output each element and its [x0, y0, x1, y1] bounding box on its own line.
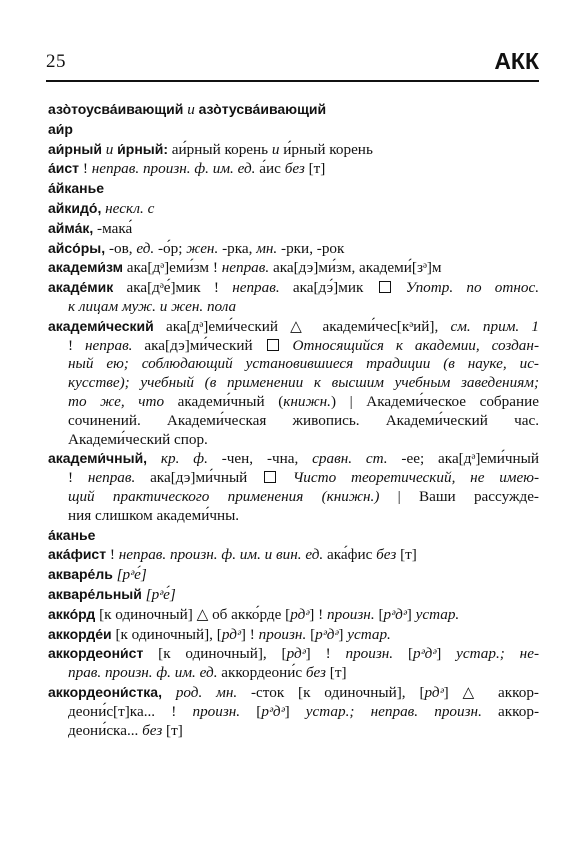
entry-text: [ [240, 702, 262, 720]
italic-note: рᵊдᵊ [315, 625, 339, 643]
entry-text: ака[дэ]ми́чный [135, 469, 263, 487]
entry-text: аккордеони́с [217, 664, 306, 682]
entry-text: [т] [162, 721, 183, 739]
page-number: 25 [46, 51, 66, 72]
entry-text: ) | Академи́ческое собрание [330, 392, 539, 410]
entry-line [48, 159, 539, 179]
italic-note: произн. [258, 625, 307, 643]
entry-text: аи́рный корень [168, 140, 272, 158]
italic-note: [рᵊе́] [141, 585, 176, 603]
entry-text: [ [393, 645, 414, 663]
entry-text: ] [284, 702, 306, 720]
italic-note: Относящийся к академии, создан- [280, 336, 539, 354]
italic-note: и [183, 101, 199, 118]
entry-text: Академи́ческий спор. [68, 430, 208, 448]
entry-line [48, 722, 539, 741]
entry-text: -рки, -рок [277, 239, 345, 257]
entry-text: и́рный корень [279, 140, 373, 158]
entry-line [48, 565, 539, 585]
entry-text: [ [306, 625, 316, 643]
italic-note: см. прим. 1 [450, 317, 539, 335]
entry-line [48, 545, 539, 565]
dictionary-entry [48, 317, 539, 450]
headword: азо̀тусва́ивающий [198, 101, 327, 117]
entry-text: ! [79, 160, 92, 178]
dictionary-entry [48, 278, 539, 317]
italic-note: рдᵊ [424, 683, 444, 701]
entry-line [48, 298, 539, 317]
italic-note: неправ. [232, 279, 280, 297]
entry-text: -рка, [218, 239, 257, 257]
italic-note: устар.; неправ. произн. [305, 702, 482, 720]
headword: а́йканье [48, 180, 105, 197]
entry-line [48, 605, 539, 625]
headword: айкидо́, [48, 199, 102, 216]
entry-text: [т] [304, 160, 326, 178]
entry-text: ] [436, 645, 457, 663]
entry-line [48, 488, 539, 507]
italic-note: мн. [256, 239, 278, 257]
usage-note-box-icon [379, 281, 391, 293]
headword: аи́р [48, 120, 73, 137]
entry-line [48, 703, 539, 722]
italic-note: кусстве); учебный (в применении к высшим учебным заведениям; [68, 374, 539, 392]
entry-line [48, 258, 539, 278]
entry-text: ] ! [309, 605, 327, 623]
entry-line [48, 100, 539, 120]
dictionary-entry [48, 644, 539, 683]
italic-note: Употр. по относ. [392, 279, 539, 297]
entry-text: -чен, -чна, [207, 450, 313, 468]
entry-text: ака[дэ]ми́ческий [132, 336, 265, 354]
entry-text: [к одиночный], [ [111, 625, 222, 643]
italic-note: без [305, 664, 326, 682]
entry-text: сочинений. Академи́ческая живопись. Академи́ческий час. [68, 411, 539, 429]
entry-line [48, 374, 539, 393]
headword: аи́рный [48, 140, 102, 157]
entry-line [48, 683, 539, 703]
italic-note: род. мн. [161, 683, 238, 701]
italic-note: книжн. [283, 392, 331, 410]
dictionary-entry [48, 140, 539, 160]
italic-note: неправ. произн. ф. им. ед. [91, 160, 256, 178]
italic-note: ед. [136, 239, 155, 257]
italic-note: щий практического применения (книжн.) [68, 487, 380, 505]
italic-note: [рᵊе́] [112, 566, 147, 584]
headword: а́канье [48, 526, 96, 543]
entry-text: | Ваши рассужде- [379, 487, 539, 505]
entry-text: деони́ска... [68, 721, 143, 739]
italic-note: неправ. [85, 336, 133, 354]
entry-line [48, 412, 539, 431]
dictionary-entries [48, 100, 539, 740]
entry-text: -сток [к одиночный], [ [237, 683, 425, 701]
italic-note: рдᵊ [221, 625, 241, 643]
entry-text: -ее; ака[дᵊ]еми́чный [387, 450, 539, 468]
entry-line [48, 317, 539, 337]
headword: айма́к, [48, 219, 94, 236]
entry-text: -ов, [105, 239, 137, 257]
entry-text: аккор- [481, 702, 540, 720]
italic-note: без [376, 546, 397, 564]
dictionary-entry [48, 219, 539, 239]
headword: а́ист [48, 160, 80, 177]
entry-text: ] [338, 625, 348, 643]
entry-text: ака[дᵊ]еми́зм ! [123, 259, 222, 277]
dictionary-entry [48, 565, 539, 585]
dictionary-entry [48, 545, 539, 565]
entry-line [48, 585, 539, 605]
italic-note: неправ. [221, 259, 270, 277]
italic-note: Чисто теоретический, не имею- [278, 469, 540, 487]
entry-text: академи́чный ( [164, 392, 284, 410]
dictionary-entry [48, 100, 539, 120]
italic-note: рᵊдᵊ [261, 702, 285, 720]
dictionary-entry [48, 526, 539, 546]
entry-text: ака[дᵊе́]мик ! [113, 279, 233, 297]
entry-line [48, 469, 539, 488]
headword: аккордеони́стка, [48, 683, 162, 700]
italic-note: устар. [347, 625, 391, 643]
italic-note: жен. [186, 239, 219, 257]
headword: акваре́ль [48, 566, 113, 583]
italic-note: без [284, 160, 305, 178]
entry-text: ! [68, 469, 88, 487]
entry-text: -о́р; [154, 239, 187, 257]
italic-note: неправ. [87, 469, 136, 487]
italic-note: рᵊдᵊ [383, 605, 407, 623]
italic-note: устар. [415, 605, 460, 623]
dictionary-entry [48, 625, 539, 645]
italic-note: рдᵊ [286, 645, 306, 663]
headword: аккорде́и [48, 625, 112, 642]
entry-line [48, 278, 539, 298]
entry-text: -мака́ [93, 219, 133, 237]
dictionary-entry [48, 199, 539, 219]
entry-text: ] ! [240, 625, 259, 643]
dictionary-entry [48, 258, 539, 278]
entry-line [48, 526, 539, 546]
entry-line [48, 337, 539, 356]
entry-text: ака[дᵊ]еми́ческий △ академи́чес[кᵊий], [153, 317, 451, 335]
headword: и́рный: [117, 140, 168, 157]
entry-line [48, 355, 539, 374]
guide-word: АКК [494, 48, 539, 74]
headword: азо̀тоусва́ивающий [48, 101, 184, 117]
headword: аккордеони́ст [48, 645, 144, 662]
italic-note: кр. ф. [147, 450, 208, 468]
headword: акваре́льный [48, 585, 142, 602]
italic-note: нескл. с [101, 199, 155, 217]
entry-text: ния слишком академи́чны. [68, 506, 240, 524]
italic-note: произн. [192, 702, 241, 720]
entry-line [48, 120, 539, 140]
italic-note: и [101, 140, 118, 158]
headword: академи́ческий [48, 317, 154, 334]
entry-text: [к одиночный] △ об акко́рде [ [95, 605, 291, 623]
italic-note: ный ею; соблюдающий установившиеся традиции (в науке, ис- [68, 355, 539, 373]
entry-text: ] [406, 605, 416, 623]
usage-note-box-icon [264, 471, 276, 483]
dictionary-entry [48, 449, 539, 525]
usage-note-box-icon [267, 339, 279, 351]
entry-text: [т] [396, 546, 417, 564]
entry-text: ! [68, 336, 86, 354]
italic-note: прав. произн. ф. им. ед. [68, 664, 218, 682]
entry-text: [ [374, 605, 384, 623]
dictionary-entry [48, 120, 539, 140]
entry-line [48, 625, 539, 645]
headword: акаде́мик [48, 279, 114, 296]
entry-text: ака[дэ́]мик [279, 279, 377, 297]
italic-note: к лицам муж. и жен. пола [68, 297, 237, 315]
entry-line [48, 140, 539, 160]
headword: ака́фист [48, 546, 107, 563]
header-rule [46, 80, 539, 82]
dictionary-entry [48, 179, 539, 199]
entry-line [48, 393, 539, 412]
dictionary-entry [48, 159, 539, 179]
dictionary-entry [48, 239, 539, 259]
entry-line [48, 219, 539, 239]
dictionary-entry [48, 605, 539, 625]
entry-text: [т] [325, 664, 347, 682]
dictionary-entry [48, 585, 539, 605]
headword: академи́чный, [48, 450, 148, 467]
entry-line [48, 431, 539, 450]
italic-note: произн. [345, 645, 394, 663]
entry-text: ака́фис [323, 546, 377, 564]
entry-line [48, 199, 539, 219]
italic-note: и [271, 140, 280, 158]
entry-text: а́ис [255, 160, 285, 178]
italic-note: неправ. произн. ф. им. и вин. ед. [118, 546, 324, 564]
entry-text: ! [106, 546, 119, 564]
entry-text: ака[дэ]ми́зм, академи́[зᵊ]м [269, 259, 442, 277]
italic-note: сравн. ст. [312, 450, 388, 468]
entry-text: ] ! [305, 645, 346, 663]
entry-line [48, 507, 539, 526]
entry-text: ] △ аккор- [443, 683, 539, 701]
italic-note: рдᵊ [290, 605, 310, 623]
italic-note: рᵊдᵊ [413, 645, 437, 663]
headword: акко́рд [48, 605, 96, 622]
entry-line [48, 449, 539, 469]
italic-note: без [142, 721, 163, 739]
entry-line [48, 644, 539, 664]
entry-line [48, 239, 539, 259]
headword: айсо́ры, [48, 239, 106, 256]
italic-note: то же, что [68, 392, 165, 410]
italic-note: произн. [327, 605, 375, 623]
dictionary-entry [48, 683, 539, 740]
entry-line [48, 179, 539, 199]
entry-line [48, 664, 539, 683]
running-head [46, 50, 539, 78]
italic-note: устар.; не- [456, 645, 540, 663]
entry-text: [к одиночный], [ [143, 645, 287, 663]
entry-text: деони́с[т]ка... ! [68, 702, 193, 720]
headword: академи́зм [48, 259, 123, 276]
